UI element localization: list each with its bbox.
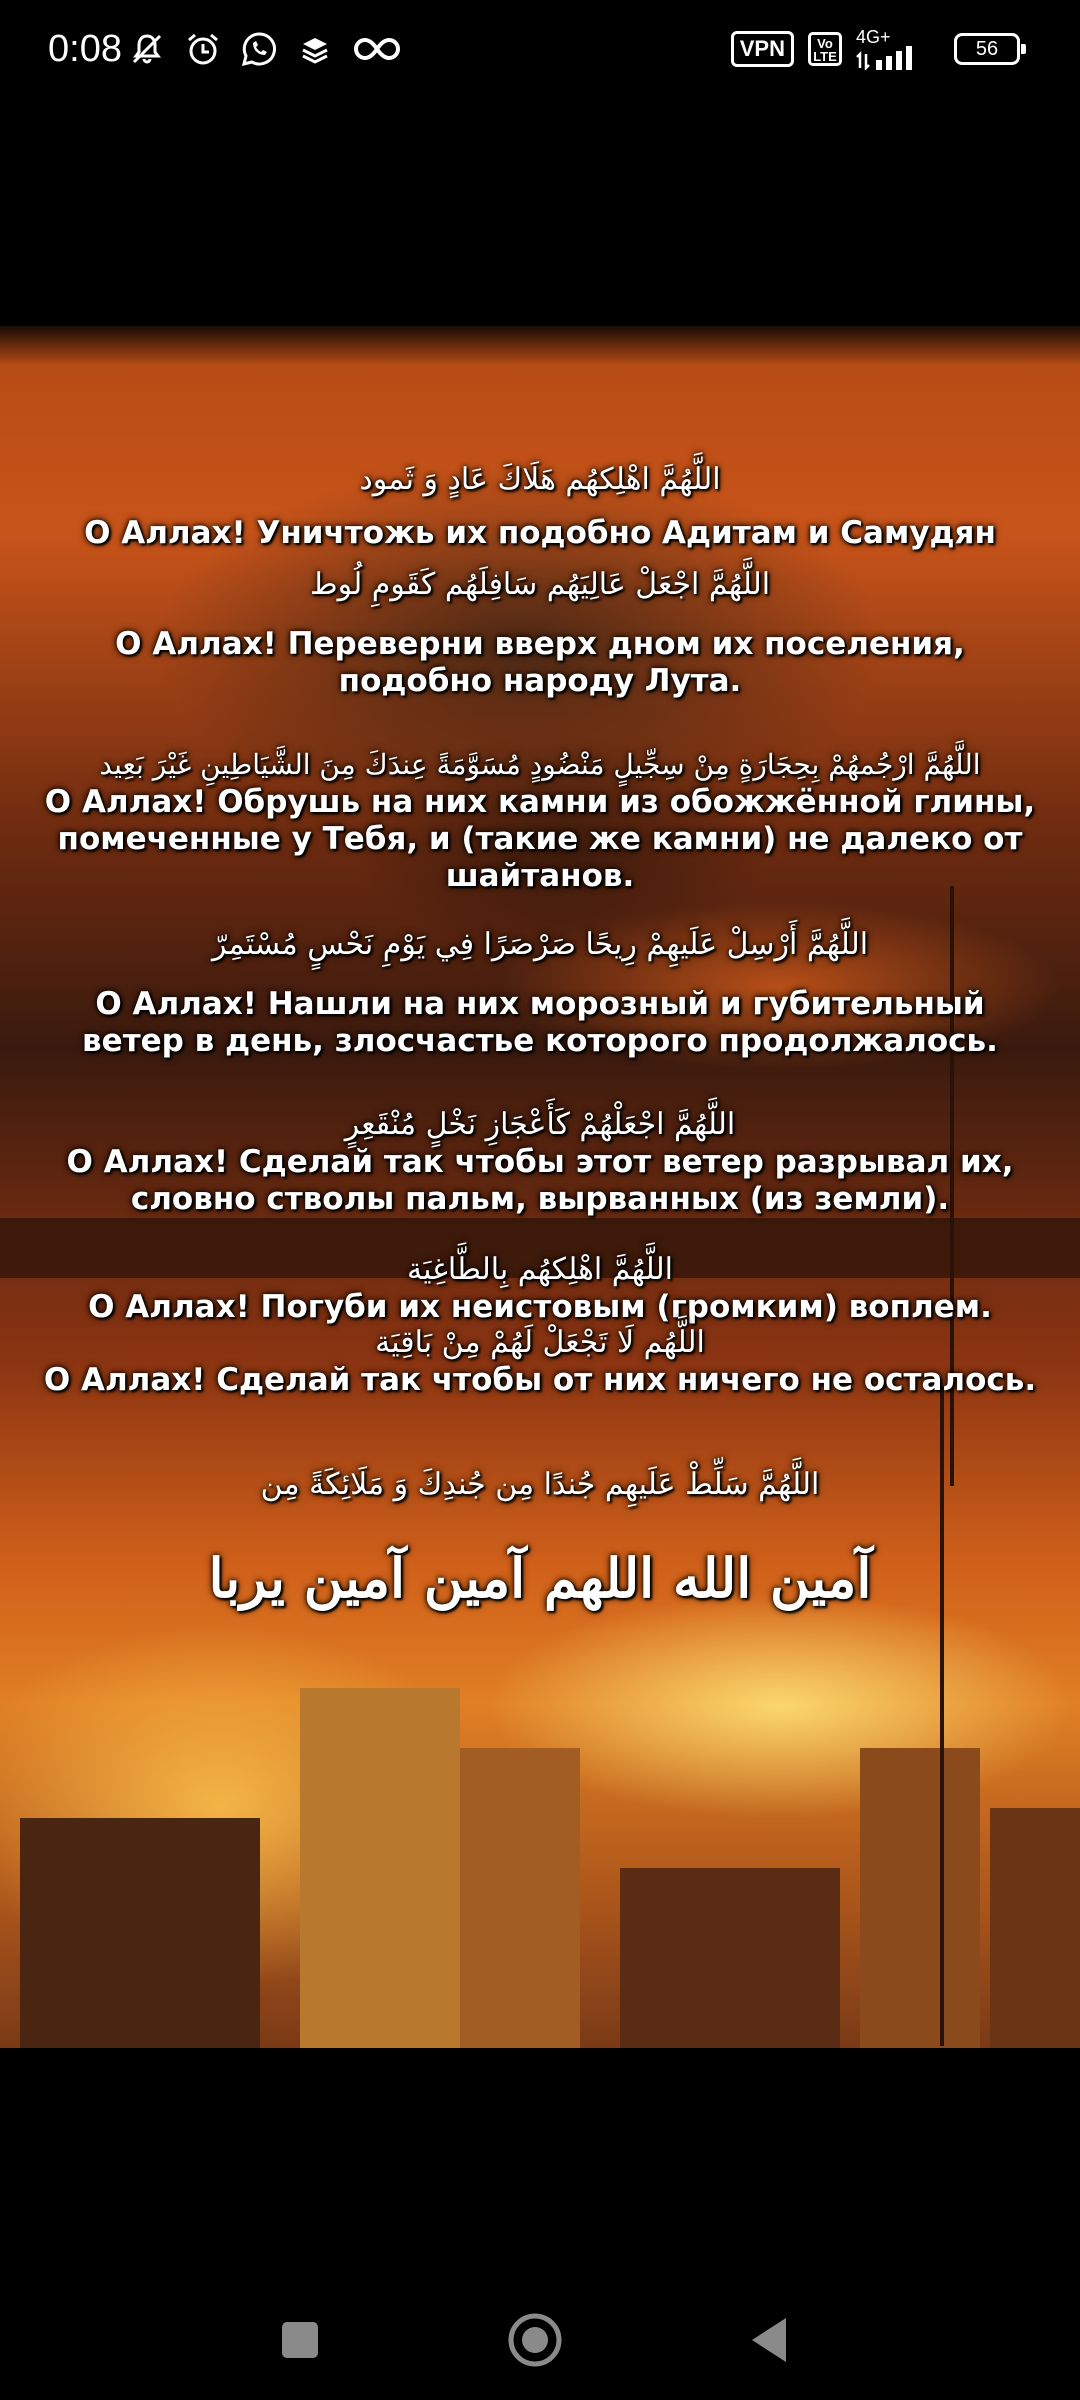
final-amen [40, 1546, 1040, 1610]
arabic-line: اللَّهُمَّ اجْعَلْهُمْ كَأَعْجَازِ نَخْلٍ مُنْقَعِرٍ [344, 1107, 736, 1142]
arabic-line: اللَّهُم لَا تَجْعَلْ لَهُمْ مِنْ بَاقِيَة [375, 1325, 705, 1360]
russian-line: О Аллах! Сделай так чтобы этот ветер разрывал их, словно стволы пальм, вырванных (из земли). [66, 1144, 1014, 1217]
whatsapp-icon [240, 30, 278, 68]
russian-line: О Аллах! Нашли на них морозный и губительный ветер в день, злосчастье которого продолжалось. [82, 986, 998, 1059]
status-icons-right [731, 27, 1020, 68]
prayer-block-5 [40, 1106, 1040, 1218]
signal-icon [856, 44, 926, 70]
network-label: 4G+ [856, 27, 891, 47]
vpn-badge: VPN [731, 31, 794, 67]
prayer-block-3 [40, 746, 1040, 895]
alarm-icon [184, 30, 222, 68]
arabic-line: اللَّهُمَّ ارْجُمهُمْ بِحِجَارَةٍ مِنْ سِجِّيلٍ مَنْضُودٍ مُسَوَّمَةً عِندَكَ مِنَ الشَّيَاطِينِ غَيْرَ بَعِيد [99, 748, 981, 781]
russian-line: О Аллах! Обрушь на них камни из обожжённой глины, помеченные у Тебя, и (такие же камни) не далеко от шайтанов. [44, 784, 1036, 894]
russian-line: О Аллах! Погуби их неистовым (громким) воплем. [88, 1289, 992, 1325]
arabic-line: اللَّهُمَّ اهْلِكهُم هَلَاكَ عَادٍ وَ ثَمود [359, 462, 721, 497]
recent-apps-icon[interactable] [270, 2310, 330, 2370]
network-type [856, 27, 900, 68]
notifications-muted-icon [128, 30, 166, 68]
volte-top: Vo [817, 36, 833, 51]
status-icons-left [128, 30, 402, 68]
prayer-block-8 [40, 1466, 1040, 1504]
infinity-icon [352, 30, 402, 68]
prayer-block-7 [40, 1324, 1040, 1399]
russian-line: О Аллах! Сделай так чтобы от них ничего не осталось. [43, 1362, 1037, 1398]
prayer-text [0, 326, 1080, 2048]
arabic-line: اللَّهُمَّ اهْلِكهُم بِالطَّاغِيَة [407, 1252, 673, 1287]
amen-line: آمين الله اللهم آمين آمين يربا [208, 1546, 872, 1610]
arabic-line: اللَّهُمَّ اجْعَلْ عَالِيَهُم سَافِلَهُم كَقَومِ لُوط [309, 567, 771, 602]
prayer-block-4 [40, 926, 1040, 1060]
status-time: 0:08 [48, 28, 122, 70]
arabic-line: اللَّهُمَّ أَرْسِلْ عَلَيهِمْ رِيحًا صَرْصَرًا فِي يَوْمِ نَحْسٍ مُسْتَمِرّ [211, 927, 869, 962]
prayer-block-2 [40, 566, 1040, 700]
volte-badge [808, 32, 842, 66]
prayer-block-1 [40, 461, 1040, 552]
russian-line: О Аллах! Переверни вверх дном их поселения, подобно народу Лута. [115, 626, 965, 699]
home-icon[interactable] [505, 2310, 565, 2370]
arabic-line: اللَّهُمَّ سَلِّطْ عَلَيهِم جُندًا مِن جُندِكَ وَ مَلَائِكَةً مِن [260, 1467, 820, 1502]
post-image[interactable] [0, 326, 1080, 2048]
layers-icon [296, 30, 334, 68]
prayer-block-6 [40, 1251, 1040, 1326]
status-bar [0, 0, 1080, 110]
navigation-bar [0, 2280, 1080, 2400]
volte-bottom: LTE [813, 49, 837, 64]
battery-indicator: 56 [954, 33, 1020, 65]
russian-line: О Аллах! Уничтожь их подобно Адитам и Самудян [84, 515, 996, 551]
back-icon[interactable] [740, 2310, 800, 2370]
